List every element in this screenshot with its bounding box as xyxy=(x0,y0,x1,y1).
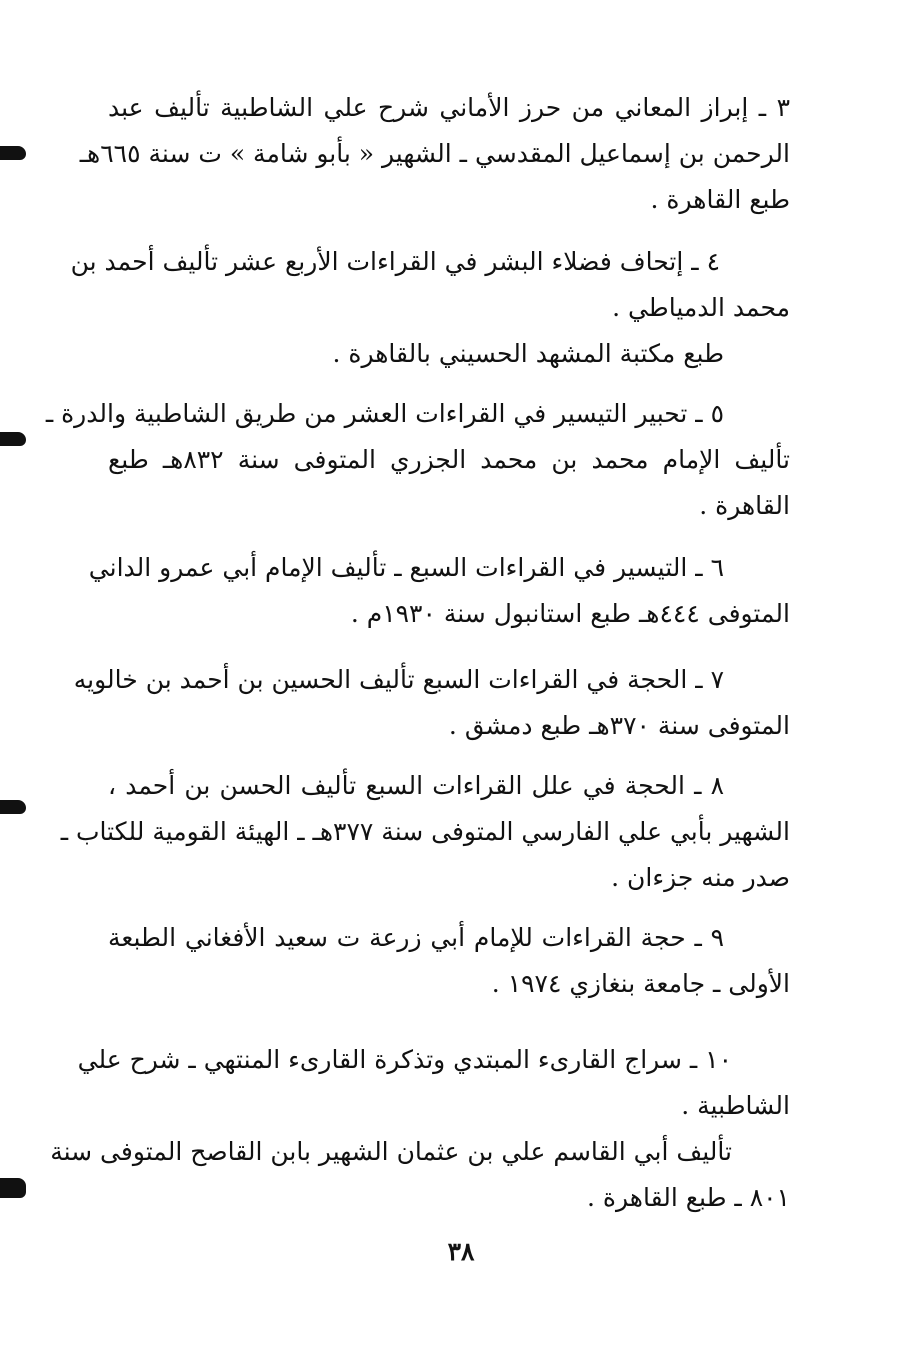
entry-10-line-2: الشاطبية . xyxy=(681,1091,790,1120)
entry-10-line-1: ١٠ ـ سراج القارىء المبتدي وتذكرة القارىء المنتهي ـ شرح علي xyxy=(77,1045,732,1074)
entry-4-line-2: محمد الدمياطي . xyxy=(612,293,790,322)
entry-5-line-3: القاهرة . xyxy=(699,491,790,520)
entry-4-line-1: ٤ ـ إتحاف فضلاء البشر في القراءات الأربع عشر تأليف أحمد بن xyxy=(70,247,720,276)
entry-8-line-1: ٨ ـ الحجة في علل القراءات السبع تأليف الحسن بن أحمد ، xyxy=(108,771,724,800)
entry-4-line-3: طبع مكتبة المشهد الحسيني بالقاهرة . xyxy=(332,339,724,368)
entry-9-line-2: الأولى ـ جامعة بنغازي ١٩٧٤ . xyxy=(491,969,790,998)
entry-3-line-2: الرحمن بن إسماعيل المقدسي ـ الشهير « بأبو شامة » ت سنة ٦٦٥هـ xyxy=(79,139,790,168)
margin-mark xyxy=(0,146,26,160)
entry-3-line-3: طبع القاهرة . xyxy=(650,185,790,214)
entry-7-line-2: المتوفى سنة ٣٧٠هـ طبع دمشق . xyxy=(448,711,790,740)
entry-3-line-1: ٣ ـ إبراز المعاني من حرز الأماني شرح علي الشاطبية تأليف عبد xyxy=(108,93,790,122)
entry-6-line-2: المتوفى ٤٤٤هـ طبع استانبول سنة ١٩٣٠م . xyxy=(350,599,790,628)
margin-mark xyxy=(0,800,26,814)
entry-8-line-2: الشهير بأبي علي الفارسي المتوفى سنة ٣٧٧هـ ـ الهيئة القومية للكتاب ـ xyxy=(60,817,790,846)
entry-6-line-1: ٦ ـ التيسير في القراءات السبع ـ تأليف الإمام أبي عمرو الداني xyxy=(88,553,724,582)
margin-mark xyxy=(0,432,26,446)
entry-5-line-1: ٥ ـ تحبير التيسير في القراءات العشر من طريق الشاطبية والدرة ـ xyxy=(45,399,724,428)
entry-9-line-1: ٩ ـ حجة القراءات للإمام أبي زرعة ت سعيد الأفغاني الطبعة xyxy=(108,923,724,952)
entry-8-line-3: صدر منه جزءان . xyxy=(611,863,790,892)
entry-7-line-1: ٧ ـ الحجة في القراءات السبع تأليف الحسين بن أحمد بن خالويه xyxy=(73,665,724,694)
entry-5-line-2: تأليف الإمام محمد بن محمد الجزري المتوفى سنة ٨٣٢هـ طبع xyxy=(108,445,790,474)
page-number: ٣٨ xyxy=(447,1237,475,1266)
entry-10-line-3: تأليف أبي القاسم علي بن عثمان الشهير بابن القاصح المتوفى سنة xyxy=(50,1137,732,1166)
entry-10-line-4: ٨٠١ ـ طبع القاهرة . xyxy=(586,1183,790,1212)
margin-mark xyxy=(0,1178,26,1198)
